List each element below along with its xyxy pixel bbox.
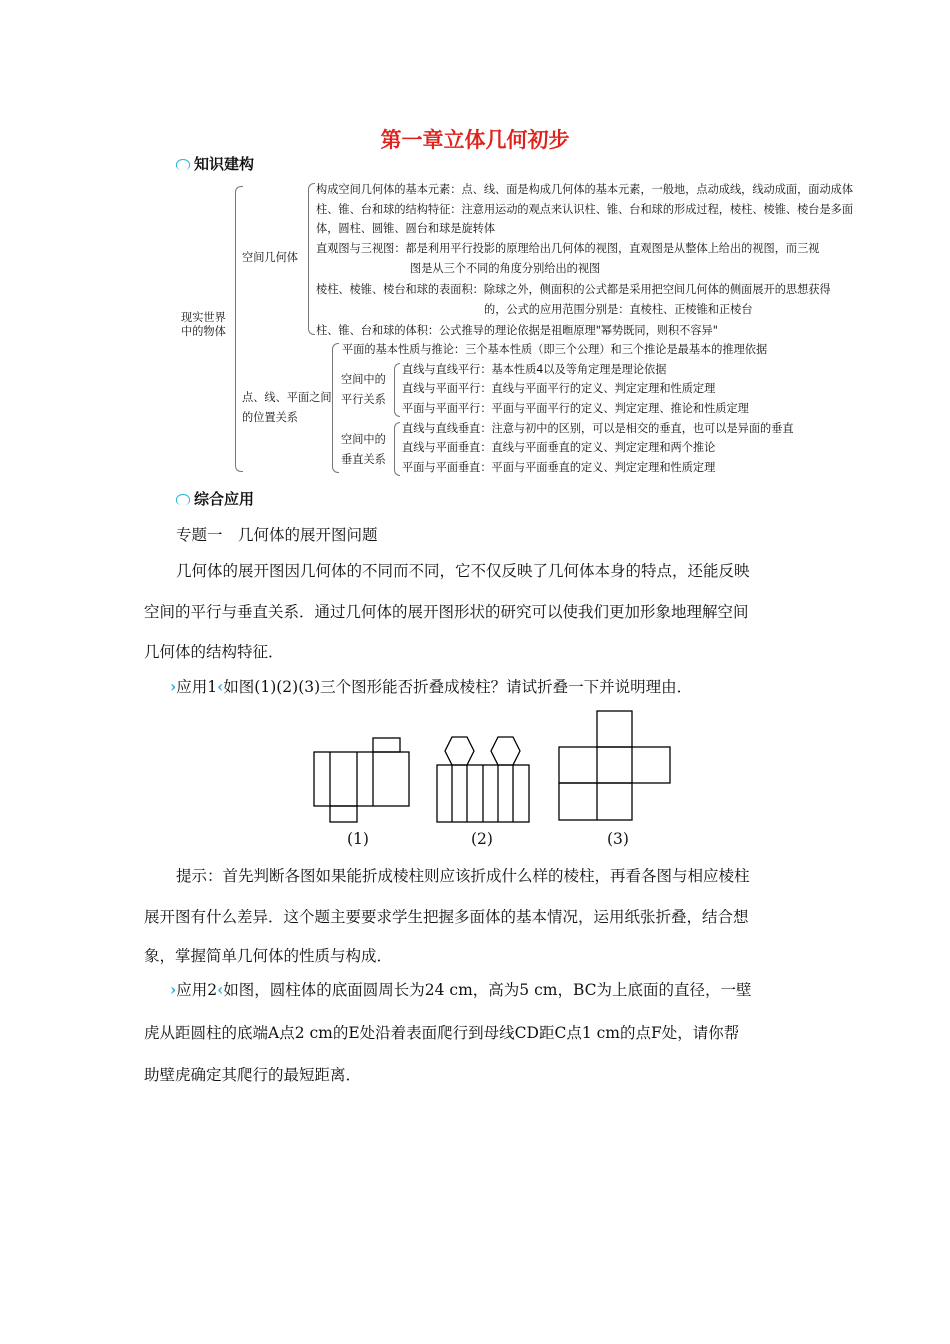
map-root-line: 中的物体 xyxy=(181,325,226,338)
page-title: 第一章立体几何初步 xyxy=(380,128,570,152)
bracket-left-icon: ‹ xyxy=(217,677,224,696)
map-item: 图是从三个不同的角度分别给出的视图 xyxy=(410,262,601,275)
section-label: 综合应用 xyxy=(194,490,255,508)
application-2 xyxy=(170,978,752,1000)
hint-line: 展开图有什么差异．这个题主要要求学生把握多面体的基本情况，运用纸张折叠，结合想 xyxy=(144,908,749,926)
application-text: 如图(1)(2)(3)三个图形能否折叠成棱柱？请试折叠一下并说明理由． xyxy=(223,678,693,696)
intro-line: 空间的平行与垂直关系．通过几何体的展开图形状的研究可以使我们更加形象地理解空间 xyxy=(144,603,749,621)
chevron-right-icon: › xyxy=(170,980,177,999)
figure-2-net xyxy=(437,737,529,822)
figure-label: (1) xyxy=(347,830,369,848)
map-branch-solids: 空间几何体 xyxy=(242,251,298,264)
hint-line: 提示：首先判断各图如果能折成棱柱则应该折成什么样的棱柱，再看各图与相应棱柱 xyxy=(176,867,750,885)
hint-line: 象，掌握简单几何体的性质与构成． xyxy=(144,947,393,965)
map-sub-line: 空间中的 xyxy=(341,373,386,386)
figure-label: (2) xyxy=(471,830,493,848)
map-item: 柱、锥、台和球的结构特征：注意用运动的观点来认识柱、锥、台和球的形成过程，棱柱、棱锥、棱台是多面 xyxy=(316,203,854,216)
map-item: 直线与平面平行：直线与平面平行的定义、判定定理和性质定理 xyxy=(402,382,716,395)
section-label: 知识建构 xyxy=(194,155,255,173)
map-sub-line: 垂直关系 xyxy=(341,453,386,466)
map-item: 构成空间几何体的基本元素：点、线、面是构成几何体的基本元素，一般地，点动成线，线动成面，面动成体 xyxy=(316,183,854,196)
map-branch-line: 点、线、平面之间 xyxy=(242,391,332,404)
map-item: 直线与直线平行：基本性质4以及等角定理是理论依据 xyxy=(402,363,667,376)
map-item: 平面的基本性质与推论：三个基本性质（即三个公理）和三个推论是最基本的推理依据 xyxy=(342,343,768,356)
map-item: 的，公式的应用范围分别是：直棱柱、正棱锥和正棱台 xyxy=(484,303,753,316)
map-sub-line: 平行关系 xyxy=(341,393,386,406)
map-item: 直线与直线垂直：注意与初中的区别，可以是相交的垂直，也可以是异面的垂直 xyxy=(402,422,794,435)
map-item: 平面与平面垂直：平面与平面垂直的定义、判定定理和性质定理 xyxy=(402,461,716,474)
map-item: 棱柱、棱锥、棱台和球的表面积：除球之外，侧面积的公式都是采用把空间几何体的侧面展开的思想获得 xyxy=(316,283,831,296)
bracket-left-icon: ‹ xyxy=(217,980,224,999)
map-item: 体，圆柱、圆锥、圆台和球是旋转体 xyxy=(316,222,496,235)
application-text-line: 助壁虎确定其爬行的最短距离． xyxy=(144,1066,362,1084)
map-item: 柱、锥、台和球的体积：公式推导的理论依据是祖暅原理"幂势既同，则积不容异" xyxy=(316,324,718,337)
chevron-right-icon: › xyxy=(170,677,177,696)
application-label: 应用1 xyxy=(176,678,218,696)
map-item: 平面与平面平行：平面与平面平行的定义、判定定理、推论和性质定理 xyxy=(402,402,749,415)
intro-line: 几何体的展开图因几何体的不同而不同，它不仅反映了几何体本身的特点，还能反映 xyxy=(176,562,750,580)
figure-1-net xyxy=(314,738,409,822)
figure-3-net xyxy=(559,711,670,820)
application-label: 应用2 xyxy=(176,981,218,999)
intro-line: 几何体的结构特征． xyxy=(144,643,284,661)
application-text-line: 虎从距圆柱的底端A点2 cm的E处沿着表面爬行到母线CD距C点1 cm的点F处，请你帮 xyxy=(144,1024,740,1042)
map-root-line: 现实世界 xyxy=(181,311,226,324)
map-item: 直线与平面垂直：直线与平面垂直的定义、判定定理和两个推论 xyxy=(402,441,716,454)
map-sub-line: 空间中的 xyxy=(341,433,386,446)
map-branch-line: 的位置关系 xyxy=(242,411,298,424)
map-item: 直观图与三视图：都是利用平行投影的原理给出几何体的视图，直观图是从整体上给出的视图，而三视 xyxy=(316,242,820,255)
application-text: 如图，圆柱体的底面圆周长为24 cm，高为5 cm，BC为上底面的直径，一壁 xyxy=(223,981,752,999)
figure-label: (3) xyxy=(607,830,629,848)
topic-heading: 专题一 几何体的展开图问题 xyxy=(176,526,378,544)
